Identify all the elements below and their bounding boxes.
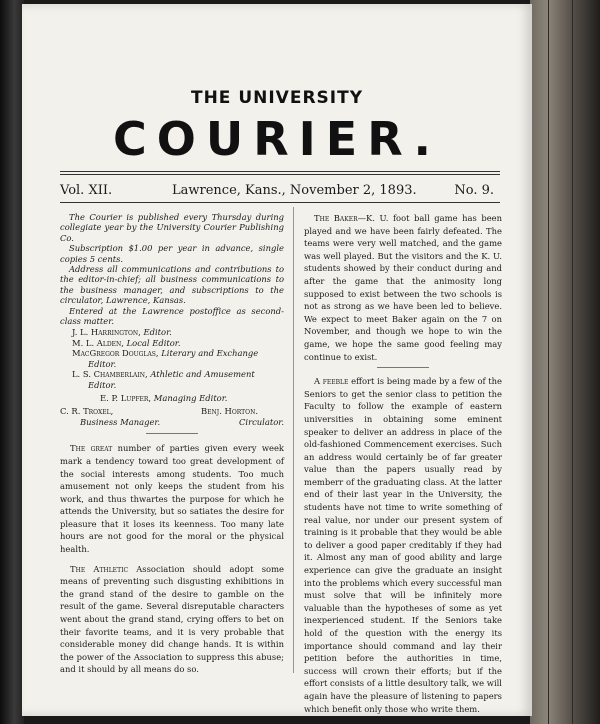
publication-info: [60, 212, 284, 326]
right-column: [304, 212, 502, 719]
article-baker-game: The Baker—K. U. foot ball game has been played and we have been fairly defeated. The teams were very well matched, and the game was well played. But the visitors and the K. U. students showed by their conduct during and after the game that the animosity long supposed to exist between the two schools is not as strong as we have been led to believe. We expect to meet Baker again on the 7 on November, and though we hope to win the game, we hope the same good feeling may continue to exist.: [304, 213, 502, 362]
editorial-articles: [60, 442, 284, 676]
masthead-rule: [60, 174, 500, 175]
info-paragraph: The Courier is published every Thursday during collegiate year by the University Courier Publishing Co.: [60, 212, 284, 243]
staff-entry-continued: Editor.: [88, 358, 117, 369]
circulator: Benj. Horton. Circulator.: [201, 406, 284, 427]
business-staff: [60, 406, 284, 428]
masthead-subtitle: THE UNIVERSITY: [190, 88, 364, 108]
book-gutter-left: [0, 0, 24, 724]
dateline: [60, 183, 500, 203]
staff-entry: M. L. Alden, Local Editor.: [72, 337, 181, 348]
book-spine: [530, 0, 600, 724]
info-paragraph: Address all communications and contributions to the editor-in-chief; all business communications to the business manager, and subscriptions to the circulator, Lawrence, Kansas.: [60, 264, 284, 306]
article-senior-petition: A feeble effort is being made by a few of the Seniors to get the senior class to petition the Faculty to follow the example of eastern universities in obtaining some eminent speaker to deliver an address in place of the old-fashioned Commencement exercises. Such an address would certainly be of far greater value than the papers usually read by memberr of the graduating class. At the latter end of their last year in the University, the students have not time to write something of real value, nor under our present system of training is it probable that they would be able to deliver a good paper creditably if they had it. Almost any man of good ability and large experience can give the graduate an insight into the problems which every successful man must solve that will be infinitely more valuable than the hypotheses of some as yet inexperienced student. If the Seniors take hold of the question with the energy its importance should command and lay their petition before the authorities in time, success will crown their efforts; but if the effort consists of a little desultory talk, we will again have the pleasure of listening to papers which benefit only those who write them.: [304, 376, 502, 714]
staff-entry-continued: Editor.: [88, 379, 117, 390]
dateline-rule: [60, 202, 500, 203]
editorial-articles: [304, 212, 502, 715]
article-athletic-association: The Athletic Association should adopt some means of preventing such disgusting exhibitions in the grand stand of the desire to gamble on the result of the game. Several disreputable characters went about the grand stand, crying offers to bet on their favorite teams, and it is very probable that considerable money did change hands. It is within the power of the Association to suppress this abuse; and it should by all means do so.: [60, 563, 284, 675]
staff-entry: MacGregor Douglas, Literary and Exchange: [72, 348, 259, 359]
editorial-staff: [60, 327, 284, 403]
separator-rule: [146, 433, 198, 434]
issue-number: No. 9.: [454, 183, 494, 198]
volume-number: Vol. XII.: [60, 183, 113, 198]
masthead-rule: [60, 171, 500, 172]
staff-entry: E. P. Lupfer, Managing Editor.: [100, 392, 228, 403]
masthead-title: COURIER.: [113, 112, 441, 166]
staff-entry: L. S. Chamberlain, Athletic and Amusement: [72, 369, 255, 380]
column-divider: [293, 207, 294, 673]
staff-entry: J. L. Harrington, Editor.: [72, 327, 172, 338]
business-manager: C. R. Troxel, Business Manager.: [60, 406, 161, 427]
info-paragraph: Subscription $1.00 per year in advance, single copies 5 cents.: [60, 243, 284, 264]
left-column: [60, 212, 284, 683]
spine-crease: [572, 0, 573, 724]
newspaper-page: [22, 4, 532, 716]
info-paragraph: Entered at the Lawrence postoffice as second-class matter.: [60, 305, 284, 327]
place-and-date: Lawrence, Kans., November 2, 1893.: [172, 183, 417, 198]
article-parties: The great number of parties given every week mark a tendency toward too great development of the social interests among students. Too much amusement not only keeps the student from his work, and thus thwartes the purpose for which he attends the University, but so satiates the desire for pleasure that it loses its keenness. Too many late hours are not good for the moral or the physical health.: [60, 443, 284, 555]
separator-rule: [377, 367, 429, 368]
spine-crease: [548, 0, 549, 724]
